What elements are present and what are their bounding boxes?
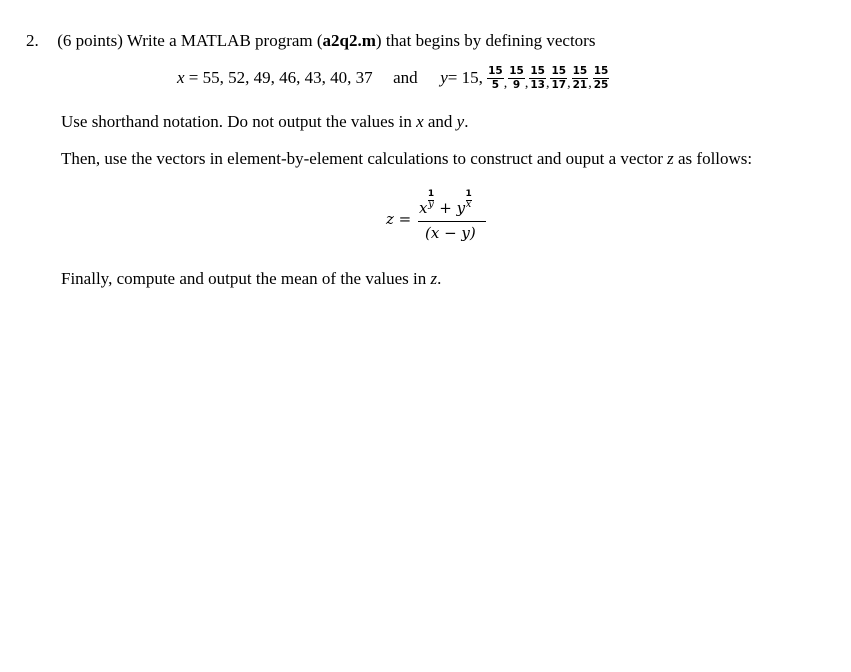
shorthand-period: . xyxy=(464,112,469,131)
term2-base: y xyxy=(456,199,466,217)
formula-denominator: (x − y) xyxy=(425,224,476,242)
problem-number: 2. xyxy=(26,31,39,50)
y-fraction xyxy=(550,66,567,90)
term1-exp-denominator: y xyxy=(428,199,434,210)
y-fraction-numerator: 15 xyxy=(488,65,503,78)
y-fraction xyxy=(529,66,546,90)
y-fraction-separator: , xyxy=(588,76,592,91)
y-fraction-separator: , xyxy=(567,76,571,91)
y-first-value: 15, xyxy=(461,68,483,87)
formula-fraction-bar xyxy=(418,221,486,222)
x-vector-label: x xyxy=(177,68,185,87)
y-fraction xyxy=(593,66,610,90)
finally-z: z xyxy=(430,269,438,288)
term2-exponent xyxy=(465,189,472,213)
x-vector-values: 55, 52, 49, 46, 43, 40, 37 xyxy=(202,68,373,87)
x-equals: = xyxy=(188,68,199,87)
y-fraction-denominator: 21 xyxy=(572,78,588,91)
then-text: Then, use the vectors in element-by-element calculations to construct and ouput a vector xyxy=(61,149,668,168)
matlab-filename: a2q2.m xyxy=(322,31,376,50)
term1-exp-numerator: 1 xyxy=(427,189,435,199)
finally-text: Finally, compute and output the mean of the values in xyxy=(61,269,431,288)
y-fraction-separator: , xyxy=(524,76,529,91)
y-fraction-list xyxy=(487,65,610,91)
then-z: z xyxy=(667,149,674,168)
shorthand-x: x xyxy=(416,112,424,131)
problem-statement xyxy=(26,31,595,51)
term1-base: x xyxy=(419,199,428,217)
y-fraction xyxy=(487,66,504,90)
y-fraction-numerator: 15 xyxy=(551,65,567,78)
shorthand-and: and xyxy=(423,112,457,131)
y-vector-label: y xyxy=(440,68,448,87)
formula-plus: + xyxy=(439,199,452,217)
vector-definitions xyxy=(177,65,610,92)
y-fraction-numerator: 15 xyxy=(593,65,609,78)
y-fraction xyxy=(572,66,589,90)
shorthand-instruction xyxy=(61,112,468,132)
shorthand-text: Use shorthand notation. Do not output the values in xyxy=(61,112,417,131)
final-instruction xyxy=(61,269,441,289)
z-formula xyxy=(386,186,506,246)
y-fraction-numerator: 15 xyxy=(530,65,545,78)
y-fraction-denominator: 25 xyxy=(593,78,609,91)
y-fraction-denominator: 5 xyxy=(491,78,500,91)
shorthand-y: y xyxy=(456,112,465,131)
y-fraction-numerator: 15 xyxy=(572,65,588,78)
term1-exponent xyxy=(427,189,435,213)
and-text: and xyxy=(393,68,418,87)
finally-period: . xyxy=(437,269,442,288)
y-fraction-denominator: 9 xyxy=(512,78,521,91)
formula-lhs: z = xyxy=(386,210,412,228)
y-fraction xyxy=(508,66,525,90)
y-fraction-separator: , xyxy=(545,76,550,91)
y-fraction-separator: , xyxy=(503,76,508,91)
y-equals: = xyxy=(447,68,458,87)
then-instruction xyxy=(61,149,752,169)
term2-exp-denominator: x xyxy=(465,199,472,210)
problem-intro-text-end: ) that begins by defining vectors xyxy=(375,31,596,50)
y-fraction-denominator: 17 xyxy=(551,78,567,91)
then-text-end: as follows: xyxy=(673,149,753,168)
y-fraction-denominator: 13 xyxy=(530,78,545,91)
problem-points: (6 points) xyxy=(57,31,123,50)
problem-intro-text: Write a MATLAB program ( xyxy=(122,31,323,50)
formula-numerator xyxy=(419,189,472,217)
term2-exp-numerator: 1 xyxy=(465,189,472,199)
y-fraction-numerator: 15 xyxy=(509,65,524,78)
